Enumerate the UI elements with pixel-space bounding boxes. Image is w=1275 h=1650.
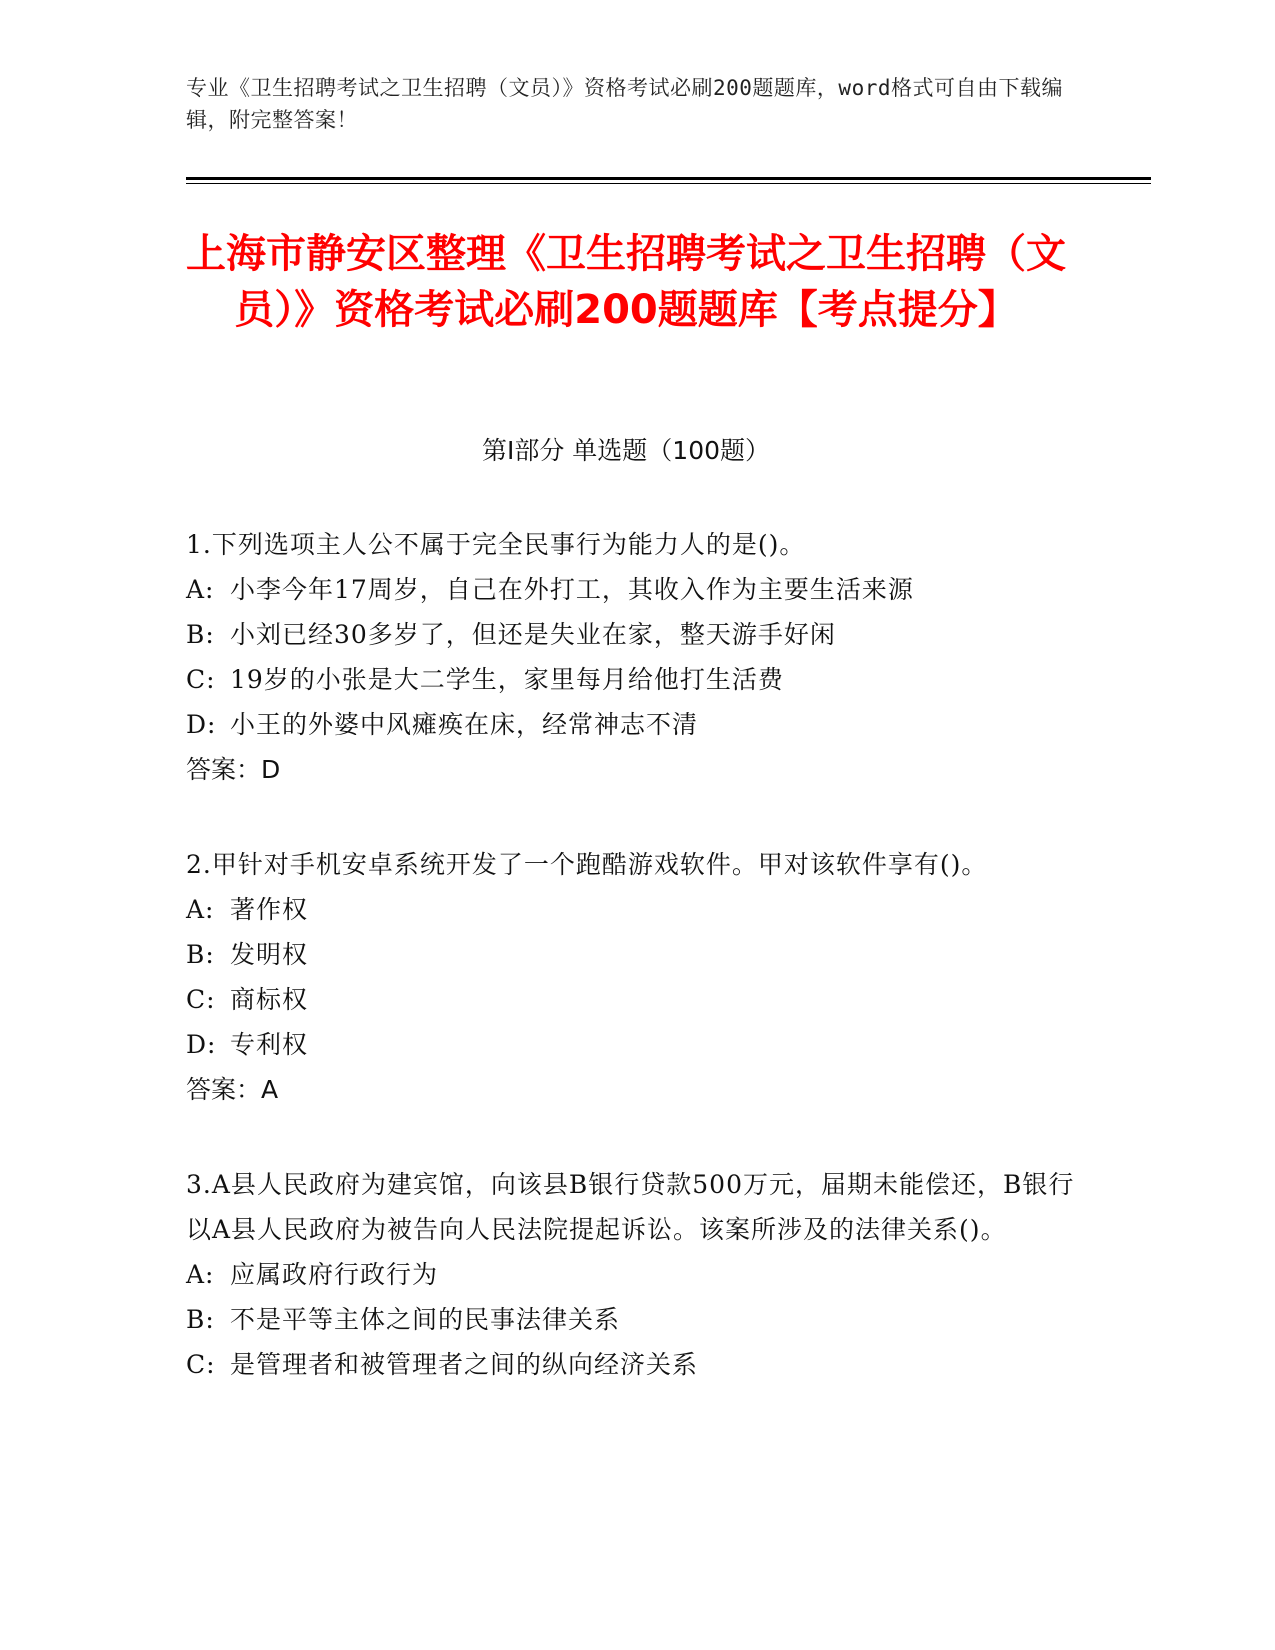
- question-stem: 3.A县人民政府为建宾馆，向该县B银行贷款500万元，届期未能偿还，B银行以A县人民政府为被告向人民法院提起诉讼。该案所涉及的法律关系()。: [186, 1170, 1075, 1244]
- option-letter: C:: [186, 985, 216, 1014]
- option-a: [186, 887, 1081, 932]
- option-text: 著作权: [230, 895, 309, 924]
- option-letter: B:: [186, 1305, 215, 1334]
- option-c: [186, 657, 1081, 702]
- answer-line: [186, 747, 1081, 792]
- question-3: [186, 1162, 1081, 1387]
- answer-value: D: [261, 755, 281, 784]
- option-letter: C:: [186, 665, 216, 694]
- divider-thin-line: [186, 183, 1151, 184]
- option-letter: A:: [186, 1260, 215, 1289]
- option-text: 商标权: [230, 985, 309, 1014]
- option-b: [186, 612, 1081, 657]
- answer-value: A: [261, 1075, 279, 1104]
- option-text: 小王的外婆中风瘫痪在床，经常神志不清: [230, 710, 699, 739]
- option-a: [186, 1252, 1081, 1297]
- answer-label: 答案：: [186, 1075, 262, 1104]
- option-letter: A:: [186, 575, 215, 604]
- option-a: [186, 567, 1081, 612]
- option-c: [186, 977, 1081, 1022]
- question-1: [186, 522, 1081, 792]
- section-heading: 第Ⅰ部分 单选题（100题）: [481, 436, 771, 465]
- option-letter: B:: [186, 940, 215, 969]
- option-letter: D:: [186, 710, 217, 739]
- document-title: 上海市静安区整理《卫生招聘考试之卫生招聘（文员）》资格考试必刷200题题库【考点提分】: [186, 231, 1066, 333]
- option-b: [186, 1297, 1081, 1342]
- header-divider: [186, 177, 1151, 184]
- option-text: 应属政府行政行为: [230, 1260, 439, 1289]
- option-d: [186, 702, 1081, 747]
- header-note: 专业《卫生招聘考试之卫生招聘（文员）》资格考试必刷200题题库，word格式可自由下载编辑，附完整答案！: [186, 76, 1063, 132]
- option-text: 19岁的小张是大二学生，家里每月给他打生活费: [230, 665, 784, 694]
- divider-thick-line: [186, 177, 1151, 180]
- option-text: 不是平等主体之间的民事法律关系: [230, 1305, 621, 1334]
- option-text: 发明权: [230, 940, 309, 969]
- question-stem: 1.下列选项主人公不属于完全民事行为能力人的是()。: [186, 530, 806, 559]
- question-stem: 2.甲针对手机安卓系统开发了一个跑酷游戏软件。甲对该软件享有()。: [186, 850, 988, 879]
- option-letter: D:: [186, 1030, 217, 1059]
- option-text: 是管理者和被管理者之间的纵向经济关系: [230, 1350, 699, 1379]
- option-text: 小李今年17周岁，自己在外打工，其收入作为主要生活来源: [230, 575, 914, 604]
- option-d: [186, 1022, 1081, 1067]
- option-text: 小刘已经30多岁了，但还是失业在家，整天游手好闲: [230, 620, 836, 649]
- question-list: [186, 522, 1081, 1437]
- option-text: 专利权: [230, 1030, 309, 1059]
- option-letter: C:: [186, 1350, 216, 1379]
- option-letter: A:: [186, 895, 215, 924]
- option-letter: B:: [186, 620, 215, 649]
- answer-label: 答案：: [186, 755, 262, 784]
- option-b: [186, 932, 1081, 977]
- question-2: [186, 842, 1081, 1112]
- option-c: [186, 1342, 1081, 1387]
- answer-line: [186, 1067, 1081, 1112]
